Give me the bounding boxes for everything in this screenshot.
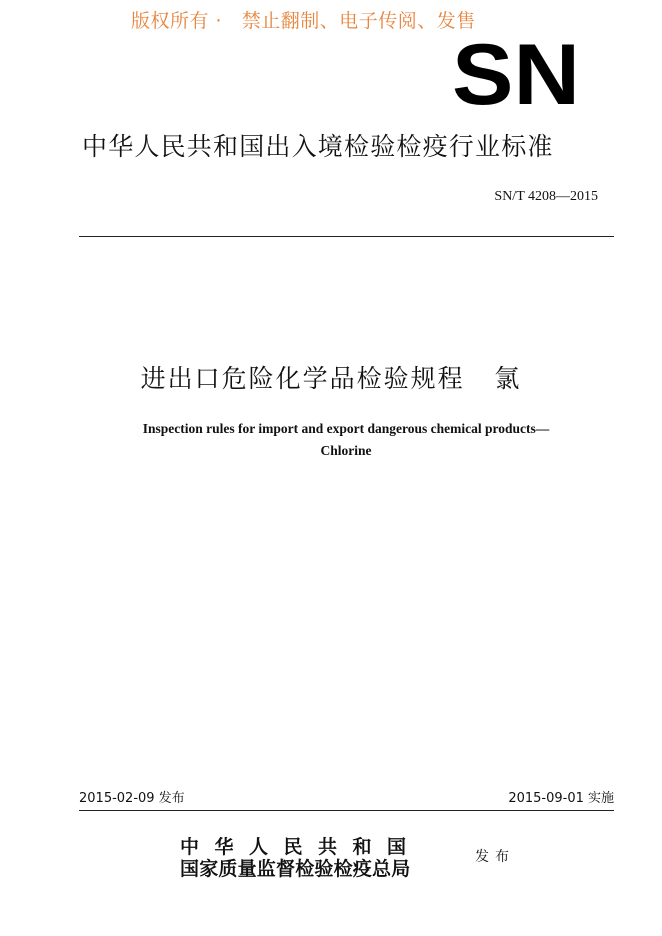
document-title-cn: 进出口危险化学品检验规程 氯	[140, 364, 522, 393]
document-title-en	[0, 418, 662, 462]
issue-date: 2015-02-09 发布	[79, 791, 185, 806]
footer-divider	[79, 810, 614, 811]
title-en-line1: Inspection rules for import and export dangerous chemical products—	[142, 421, 550, 436]
standard-body-title: 中华人民共和国出入境检验检疫行业标准	[82, 132, 554, 161]
title-en-line2: Chlorine	[320, 443, 372, 458]
issue-verb: 发布	[475, 849, 515, 865]
svg-text:SN: SN	[452, 38, 580, 108]
issuer-block	[180, 836, 422, 880]
effective-date: 2015-09-01 实施	[508, 791, 614, 806]
copyright-notice: 版权所有 · 禁止翻制、电子传阅、发售	[131, 10, 476, 32]
sn-logo	[452, 38, 582, 108]
standard-code: SN/T 4208—2015	[494, 189, 598, 204]
header-divider	[79, 236, 614, 237]
issuer-agency: 国家质量监督检验检疫总局	[180, 858, 411, 880]
issuer-country: 中华人民共和国	[180, 836, 422, 858]
